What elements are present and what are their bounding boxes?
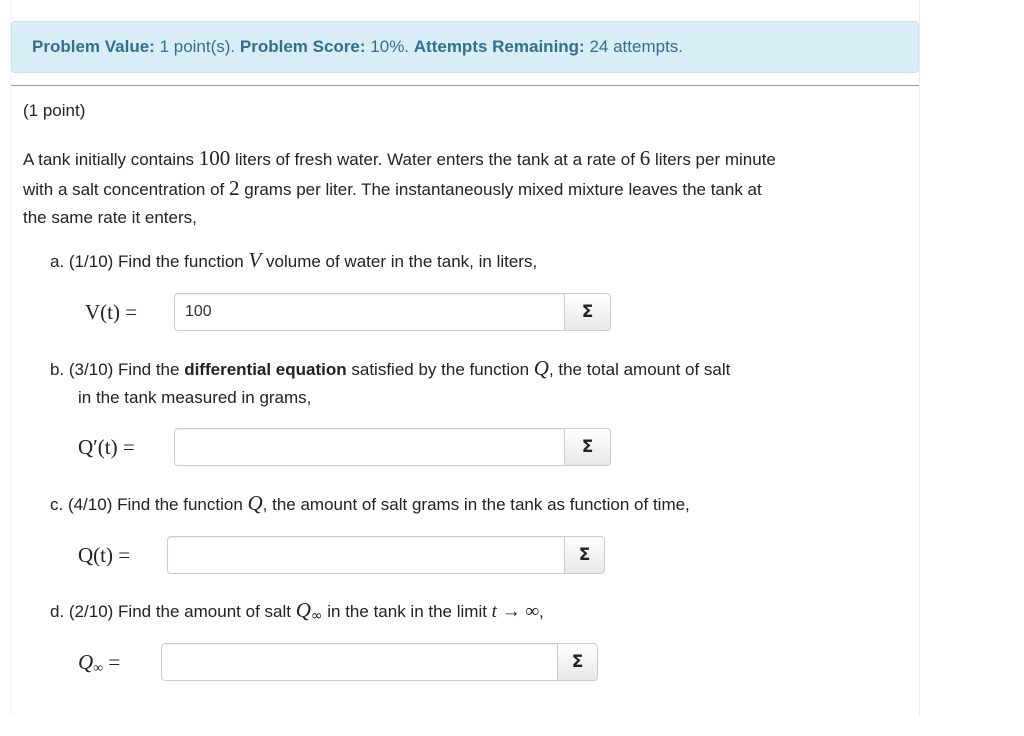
part-b-equation-editor-button[interactable] [565, 428, 611, 466]
part-d-lhs-subscript: ∞ [93, 661, 104, 676]
sigma-icon: Σ [578, 545, 591, 565]
part-a-answer-input[interactable] [174, 293, 565, 331]
part-c-equation-editor-button[interactable] [565, 536, 605, 574]
part-d-equation-editor-button[interactable] [558, 643, 598, 681]
part-b-lhs: Q′(t) = [78, 435, 135, 459]
part-d-variable: Q [295, 598, 311, 622]
part-d-limit: t → ∞ [491, 601, 539, 622]
part-d-lhs [78, 650, 120, 677]
part-b-answer-group [174, 428, 610, 466]
attempts-remaining: 24 attempts. [589, 37, 684, 56]
point-label: (1 point) [23, 101, 86, 120]
part-d-answer-group [161, 643, 598, 681]
sigma-icon: Σ [571, 652, 584, 672]
part-d-mid: in the tank in the limit [322, 602, 492, 621]
problem-status-bar [11, 21, 919, 73]
part-b-mid: satisfied by the function [346, 360, 534, 379]
part-a-question [50, 246, 870, 276]
part-a-lhs: V(t) = [85, 300, 138, 324]
part-c-suffix: , the amount of salt grams in the tank as function of time, [262, 495, 690, 514]
problem-statement [23, 144, 903, 232]
problem-score-label: Problem Score: [239, 37, 366, 56]
problem-value-label: Problem Value: [32, 37, 155, 56]
part-b-variable: Q [533, 356, 549, 380]
part-d-question [50, 596, 870, 627]
part-c-answer-input[interactable] [167, 536, 565, 574]
part-c-question [50, 489, 870, 519]
part-d-answer-input[interactable] [161, 643, 558, 681]
part-c-answer-group [167, 536, 604, 574]
part-d-subscript: ∞ [310, 608, 323, 624]
problem-score: 10%. [370, 37, 410, 56]
part-d-suffix: , [539, 602, 544, 621]
initial-volume: 100 [198, 146, 231, 170]
part-a-equation-editor-button[interactable] [565, 293, 611, 331]
part-d-lhs-equals: = [103, 650, 121, 674]
part-b-bold: differential equation [184, 360, 347, 379]
inflow-rate: 6 [639, 146, 651, 170]
part-d-prefix: d. (2/10) Find the amount of salt [50, 602, 296, 621]
part-c-variable: Q [247, 491, 263, 515]
sigma-icon: Σ [581, 437, 594, 457]
part-b-question [50, 354, 870, 412]
divider [11, 85, 919, 86]
part-a-prefix: a. (1/10) Find the function [50, 252, 249, 271]
part-a-variable: V [248, 248, 262, 272]
part-c-prefix: c. (4/10) Find the function [50, 495, 248, 514]
part-b-prefix: b. (3/10) Find the [50, 360, 185, 379]
salt-concentration: 2 [229, 176, 240, 200]
part-b-answer-input[interactable] [174, 428, 565, 466]
part-c-lhs: Q(t) = [78, 543, 131, 567]
intro-text: the same rate it enters, [23, 208, 197, 227]
intro-text: liters of fresh water. Water enters the tank at a rate of [230, 150, 640, 169]
attempts-remaining-label: Attempts Remaining: [413, 37, 585, 56]
sigma-icon: Σ [581, 302, 594, 322]
part-d-lhs-variable: Q [78, 650, 94, 674]
problem-value: 1 point(s). [159, 37, 236, 56]
intro-text: liters per minute [650, 150, 776, 169]
part-b-suffix: , the total amount of salt [548, 360, 731, 379]
intro-text: A tank initially contains [23, 150, 199, 169]
intro-text: grams per liter. The instantaneously mixed mixture leaves the tank at [239, 180, 762, 199]
part-a-answer-group [174, 293, 610, 331]
part-a-suffix: volume of water in the tank, in liters, [261, 252, 538, 271]
intro-text: with a salt concentration of [23, 180, 230, 199]
part-b-line2: in the tank measured in grams, [78, 388, 312, 407]
